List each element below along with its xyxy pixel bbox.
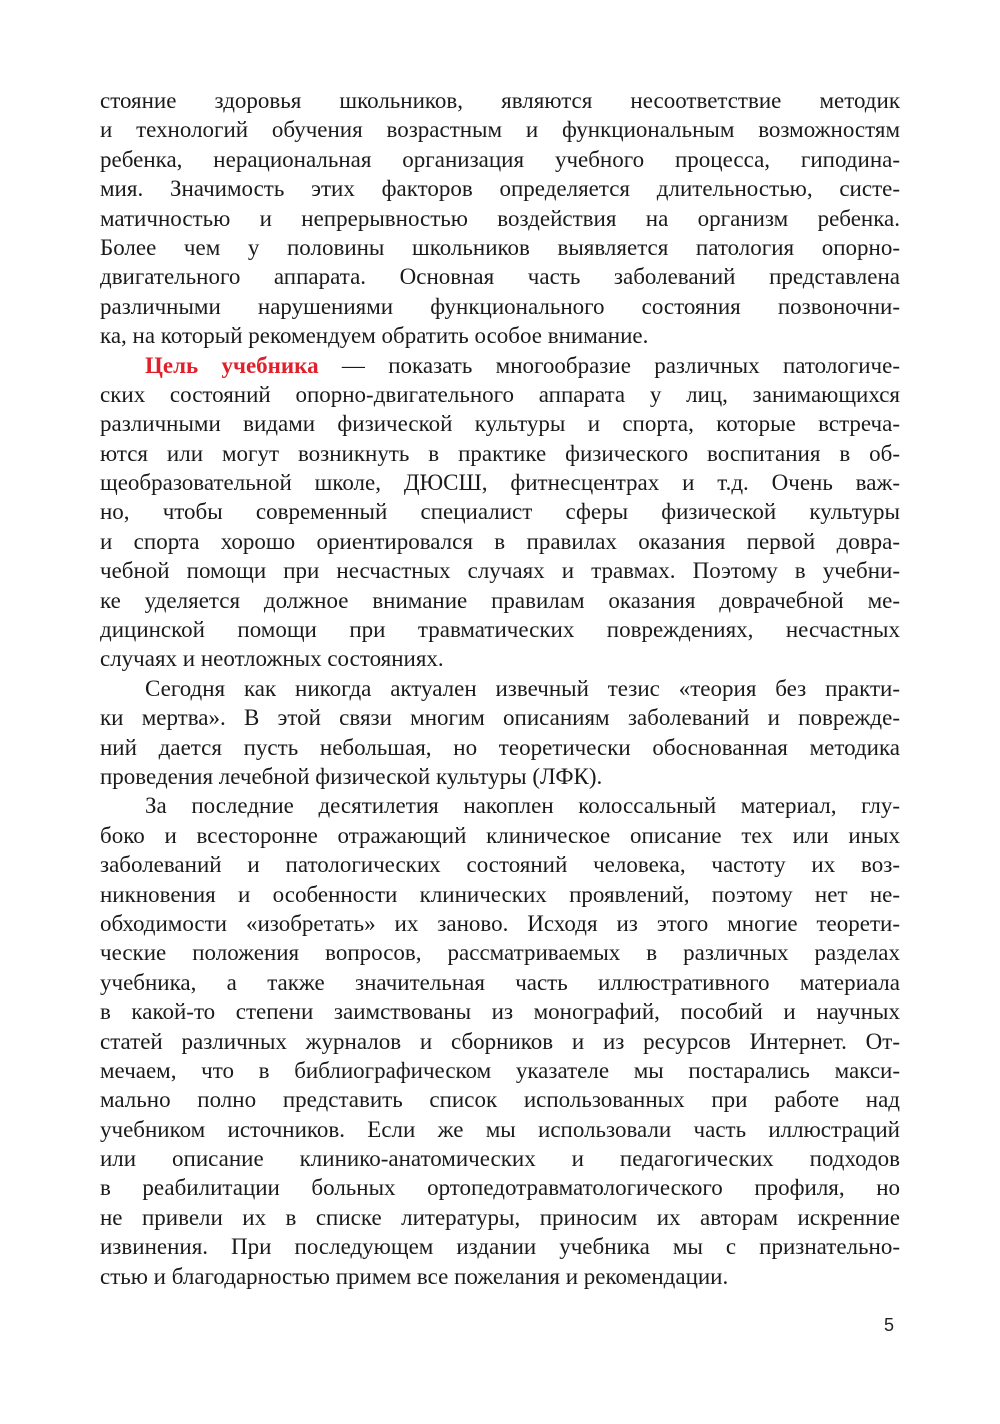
text-line: чебной помощи при несчастных случаях и травмах. Поэтому в учебни- — [100, 558, 900, 584]
text-line: дицинской помощи при травматических повреждениях, несчастных — [100, 617, 900, 643]
text-line: щеобразовательной школе, ДЮСШ, фитнесцентрах и т.д. Очень важ- — [100, 470, 900, 496]
text-line: За последние десятилетия накоплен колоссальный материал, глу- — [145, 793, 900, 819]
text-line: и технологий обучения возрастным и функциональным возможностям — [100, 117, 900, 143]
page-number: 5 — [884, 1315, 895, 1335]
text-line: в реабилитации больных ортопедотравматологического профиля, но — [100, 1175, 900, 1201]
text-line: в какой-то степени заимствованы из монографий, пособий и научных — [100, 999, 900, 1025]
paragraph — [100, 86, 900, 351]
paragraph — [100, 351, 900, 674]
line-text: — показать многообразие различных патологиче- — [318, 352, 900, 378]
paragraph — [100, 791, 900, 1291]
text-line: ются или могут возникнуть в практике физического воспитания в об- — [100, 440, 900, 466]
text-line: извинения. При последующем издании учебника мы с признательно- — [100, 1234, 900, 1260]
text-line: мально полно представить список использованных при работе над — [100, 1087, 900, 1113]
text-line: мечаем, что в библиографическом указателе мы постарались макси- — [100, 1057, 900, 1083]
text-line: ческие положения вопросов, рассматриваемых в различных разделах — [100, 940, 900, 966]
text-line: учебником источников. Если же мы использовали часть иллюстраций — [100, 1116, 900, 1142]
text-line: ке уделяется должное внимание правилам оказания доврачебной ме- — [100, 587, 900, 613]
text-line: боко и всесторонне отражающий клиническое описание тех или иных — [100, 822, 900, 848]
text-line: ний дается пусть небольшая, но теоретически обоснованная методика — [100, 734, 900, 760]
body-text — [100, 86, 900, 1291]
text-line: стояние здоровья школьников, являются несоответствие методик — [100, 88, 900, 113]
text-line: матичностью и непрерывностью воздействия на организм ребенка. — [100, 205, 900, 231]
text-line: статей различных журналов и сборников и из ресурсов Интернет. От- — [100, 1028, 900, 1054]
text-line: ребенка, нерациональная организация учебного процесса, гиподина- — [100, 146, 900, 172]
text-line: случаях и неотложных состояниях. — [100, 646, 444, 672]
text-line: мия. Значимость этих факторов определяется длительностью, систе- — [100, 176, 900, 202]
text-line: обходимости «изобретать» их заново. Исходя из этого многие теорети- — [100, 910, 900, 936]
text-line: Более чем у половины школьников выявляется патология опорно- — [100, 234, 900, 260]
text-line: ки мертва». В этой связи многим описаниям заболеваний и поврежде- — [100, 705, 900, 731]
text-line: не привели их в списке литературы, приносим их авторам искренние — [100, 1204, 900, 1230]
text-line: стью и благодарностью примем все пожелания и рекомендации. — [100, 1263, 729, 1289]
text-line: различными видами физической культуры и спорта, которые встреча- — [100, 411, 900, 437]
text-line: ка, на который рекомендуем обратить особое внимание. — [100, 323, 649, 349]
text-line: ских состояний опорно-двигательного аппарата у лиц, занимающихся — [100, 381, 900, 407]
highlighted-term: Цель учебника — [145, 352, 319, 378]
text-line: или описание клинико-анатомических и педагогических подходов — [100, 1146, 900, 1172]
text-line: но, чтобы современный специалист сферы физической культуры — [100, 499, 900, 525]
text-line: никновения и особенности клинических проявлений, поэтому нет не- — [100, 881, 900, 907]
text-line — [100, 351, 900, 380]
text-line: различными нарушениями функционального состояния позвоночни- — [100, 293, 900, 319]
text-line: проведения лечебной физической культуры (ЛФК). — [100, 763, 603, 789]
text-line: и спорта хорошо ориентировался в правилах оказания первой довра- — [100, 528, 900, 554]
text-line: заболеваний и патологических состояний человека, частоту их воз- — [100, 852, 900, 878]
text-line: учебника, а также значительная часть иллюстративного материала — [100, 969, 900, 995]
text-line: Сегодня как никогда актуален извечный тезис «теория без практи- — [145, 675, 900, 701]
paragraph — [100, 674, 900, 792]
text-line: двигательного аппарата. Основная часть заболеваний представлена — [100, 264, 900, 290]
